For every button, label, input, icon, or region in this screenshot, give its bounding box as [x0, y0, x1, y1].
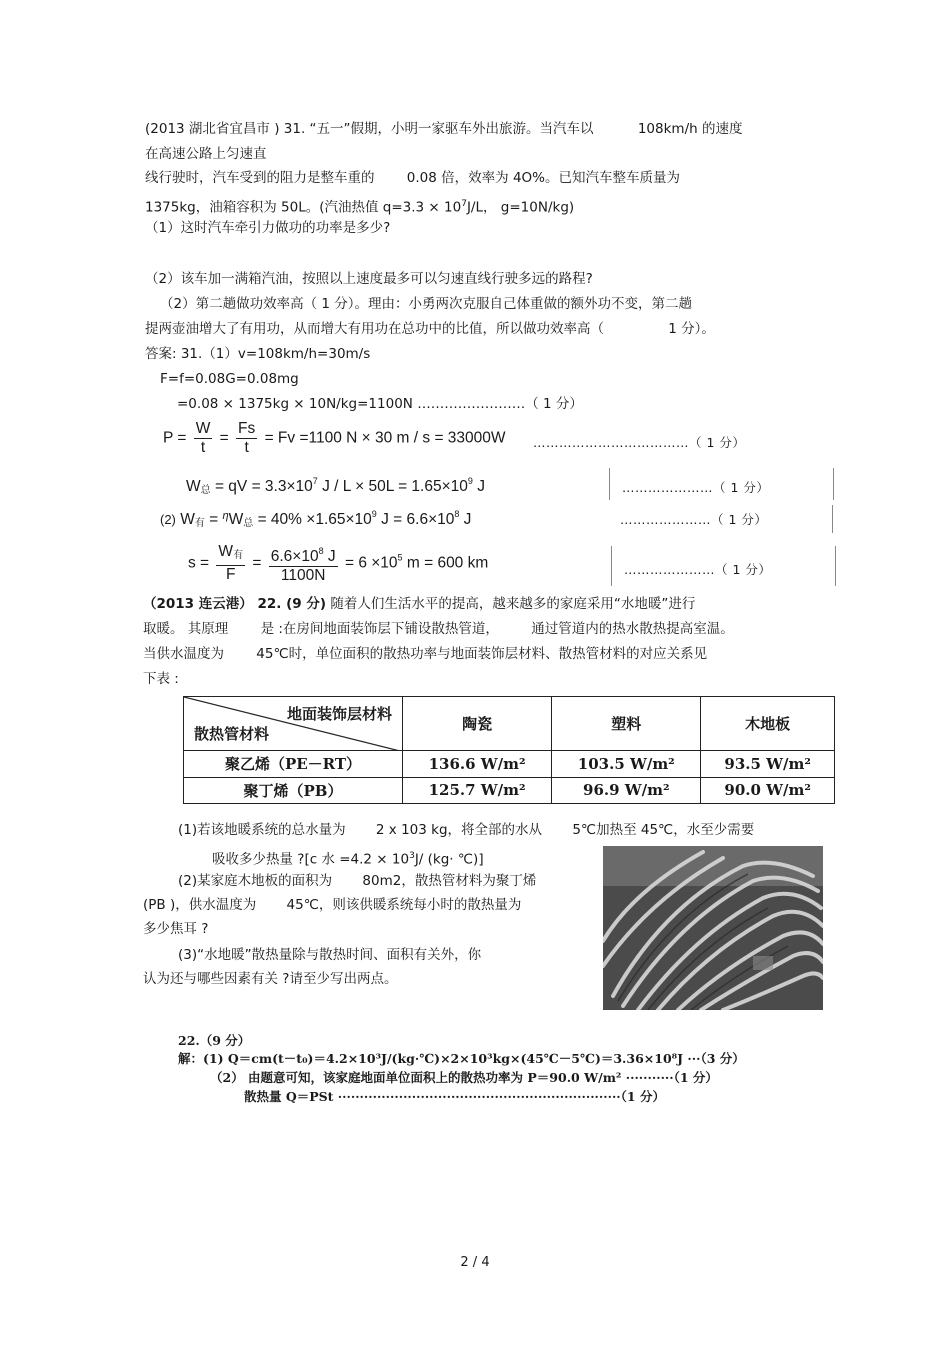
solution-title: 22.（9 分） — [178, 1033, 251, 1048]
q31-formula-f2 — [177, 395, 583, 413]
q22-sub2-b: 80m2，散热管材料为聚丁烯 — [362, 873, 537, 889]
q31-formula-f2-score: ……………………（ 1 分） — [417, 396, 583, 412]
total-work-subscript: 总 — [243, 518, 254, 529]
table-header-row — [184, 697, 835, 751]
divider — [835, 546, 836, 586]
fraction-numerator: W — [195, 420, 211, 437]
useful-work-formula — [160, 509, 471, 529]
work-unit: J — [472, 478, 485, 495]
q22-line2-c: 通过管道内的热水散热提高室温。 — [531, 621, 734, 637]
fraction-fs-over-t — [236, 420, 257, 457]
q22-sub1-f: J/ (kg· ℃)] — [414, 851, 484, 868]
num-subscript: 有 — [233, 550, 244, 561]
total-work-score: …………………（ 1 分） — [622, 480, 770, 495]
q31-extra-2a: 提两壶油增大了有用功，从而增大有用功在总功中的比值，所以做功效率高（ — [145, 321, 604, 337]
q22-sub1-line2 — [212, 847, 484, 869]
table-row — [184, 777, 835, 804]
distance-result: m = 600 km — [402, 554, 489, 572]
distance-score: …………………（ 1 分） — [624, 562, 772, 577]
useful-work-unit: J — [459, 511, 472, 528]
q22-line3 — [143, 645, 707, 663]
useful-exp-1: 9 — [371, 509, 377, 519]
solution-line-1: 解：(1) Q＝cm(t－t₀)＝4.2×10³J/(kg·℃)×2×10³kg×(45℃－5℃)＝3.36×10⁸J ···（3 分） — [178, 1051, 745, 1066]
q31-question-2: （2）该车加一满箱汽油，按照以上速度最多可以匀速直线行驶多远的路程? — [145, 271, 593, 287]
q22-line3-b: 45℃时，单位面积的散热功率与地面装饰层材料、散热管材料的对应关系见 — [256, 646, 708, 662]
divider — [609, 468, 610, 500]
fraction-denominator: t — [244, 439, 249, 456]
table-header: 塑料 — [552, 697, 701, 751]
q22-sub1-exp: 3 — [409, 851, 415, 861]
q22-source: （2013 连云港） 22. (9 分) — [143, 596, 327, 612]
fraction-numerator — [216, 543, 245, 566]
power-result: = Fv =1100 N × 30 m / s = 33000W — [264, 429, 506, 447]
table-header: 陶瓷 — [403, 697, 552, 751]
fraction-values — [269, 542, 338, 585]
q22-sub2-d: 45℃，则该供暖系统每小时的散热量为 — [286, 897, 522, 913]
useful-work-mid: = 40% ×1.65×10 — [257, 511, 372, 528]
q31-intro: “五一”假期，小明一家驱车外出旅游。当汽车以 — [309, 121, 594, 137]
solution-line-3: 散热量 Q＝PSt ·································································（1 分） — [244, 1089, 665, 1104]
useful-exp-2: 8 — [454, 509, 460, 519]
q22-sub2-line1 — [178, 872, 536, 890]
q31-line3-a: 线行驶时，汽车受到的阻力是整车重的 — [145, 170, 375, 186]
num-exp: 8 — [318, 546, 324, 556]
q31-formula-f2-text: =0.08 × 1375kg × 10N/kg=1100N — [177, 396, 413, 412]
q31-line3-b: 0.08 倍，效率为 4O%。已知汽车整车质量为 — [406, 170, 680, 186]
fraction-numerator — [269, 542, 338, 567]
table-row — [184, 751, 835, 778]
q22-intro: 随着人们生活水平的提高，越来越多的家庭采用“水地暖”进行 — [330, 596, 696, 612]
divider — [611, 546, 612, 586]
q22-sub1-b: 2 x 103 kg，将全部的水从 — [375, 822, 543, 838]
equals-sign: = — [209, 511, 223, 528]
divider — [832, 505, 833, 533]
q22-sub2-line3: 多少焦耳 ? — [143, 921, 209, 937]
pipe-pattern — [603, 846, 823, 1010]
q22-sub2-a: (2)某家庭木地板的面积为 — [178, 873, 333, 889]
fraction-numerator: Fs — [238, 420, 256, 437]
num-symbol: W — [218, 543, 234, 560]
q31-source: (2013 湖北省宜昌市 ) 31. — [145, 121, 306, 137]
table-cell: 125.7 W/m² — [403, 777, 552, 804]
power-symbol: P — [163, 429, 174, 447]
q22-line1 — [143, 595, 695, 613]
q31-line4-a: 1375kg，油箱容积为 50L。(汽油热值 q=3.3 × 10 — [145, 199, 462, 216]
fraction-w-over-t — [194, 420, 213, 457]
work-mid-2: J / L × 50L = 1.65×10 — [317, 478, 468, 495]
num-unit: J — [323, 548, 336, 565]
q22-sub1-d: 吸收多少热量 ?[c 水 =4.2 × 10 — [212, 851, 410, 868]
q22-sub2-line2 — [143, 896, 521, 914]
work-symbol: W — [186, 478, 201, 495]
part-label: (2) — [160, 512, 176, 527]
total-work-formula — [186, 476, 485, 496]
q31-speed: 108km/h 的速度 — [637, 121, 743, 137]
q22-line4: 下表 : — [143, 671, 179, 687]
useful-work-symbol: W — [180, 511, 195, 528]
q22-sub1-a: (1)若该地暖系统的总水量为 — [178, 822, 346, 838]
q22-line2-a: 取暖。 其原理 — [143, 621, 229, 637]
diagonal-header-cell — [184, 697, 403, 751]
table-cell: 聚丁烯（PB） — [184, 777, 403, 804]
useful-work-score: …………………（ 1 分） — [620, 512, 768, 527]
fraction-denominator: t — [200, 439, 206, 456]
q31-extra-2b: 1 分）。 — [668, 321, 715, 337]
distance-rhs: = 6 ×10 — [344, 554, 398, 572]
q22-line2 — [143, 620, 734, 638]
distance-exp: 5 — [397, 552, 403, 563]
diag-bottom-label: 散热管材料 — [194, 725, 270, 743]
q31-formula-f1: F=f=0.08G=0.08mg — [160, 371, 299, 387]
q22-sub1-line1 — [178, 821, 754, 839]
floor-heating-pipe-photo — [603, 846, 823, 1010]
table-cell: 103.5 W/m² — [552, 751, 701, 778]
fraction-w-over-f — [216, 543, 245, 584]
q31-question-1: （1）这时汽车牵引力做功的功率是多少? — [145, 220, 391, 236]
distance-formula: s = $\frac{W_有}{F}$ = $\frac{6.6\times 10^8 J}{1100N}$ = $6 \times 10^5$ m = 600 km — [188, 543, 489, 584]
table-cell: 136.6 W/m² — [403, 751, 552, 778]
q22-sub1-c: 5℃加热至 45℃，水至少需要 — [572, 822, 755, 838]
q31-answer: 答案: 31.（1）v=108km/h=30m/s — [145, 346, 371, 362]
q31-extra-1: （2）第二趟做功效率高（ 1 分）。理由：小勇两次克服自己体重做的额外功不变，第二趟 — [160, 296, 693, 312]
q31-line4 — [145, 195, 574, 217]
num-value: 6.6×10 — [270, 548, 319, 565]
work-subscript: 总 — [200, 485, 211, 496]
q22-line3-a: 当供水温度为 — [143, 646, 224, 662]
q22-line2-b: 是 :在房间地面装饰层下铺设散热管道， — [260, 621, 499, 637]
power-score: ………………………………（ 1 分） — [533, 435, 746, 450]
fraction-denominator: 1100N — [280, 567, 326, 584]
heat-dissipation-table — [183, 696, 835, 804]
table-header: 木地板 — [701, 697, 835, 751]
divider — [833, 468, 834, 500]
work-mid: = qV = 3.3×10 — [214, 478, 313, 495]
q22-sub3-line1: (3)“水地暖”散热量除与散热时间、面积有关外，你 — [178, 947, 482, 963]
page-number: 2 / 4 — [460, 1255, 490, 1270]
table-cell: 96.9 W/m² — [552, 777, 701, 804]
work-exp-2: 9 — [467, 476, 473, 486]
efficiency-symbol: η — [222, 510, 229, 522]
power-formula: P = $\frac{W}{t}$ = $\frac{Fs}{t}$ = Fv =1100 N × 30 m / s = 33000W — [163, 420, 506, 456]
q31-line4-b: J/L， g=10N/kg) — [466, 199, 575, 216]
table-cell: 聚乙烯（PE－RT） — [184, 751, 403, 778]
q22-sub3-line2: 认为还与哪些因素有关 ?请至少写出两点。 — [143, 971, 398, 987]
distance-symbol: s — [188, 554, 196, 572]
q31-line3 — [145, 169, 680, 187]
work-exp-1: 7 — [312, 476, 318, 486]
diag-top-label: 地面装饰层材料 — [286, 705, 392, 723]
q22-sub2-c: (PB )，供水温度为 — [143, 897, 257, 913]
fraction-denominator: F — [226, 566, 236, 583]
useful-work-mid-2: J = 6.6×10 — [376, 511, 455, 528]
total-work-symbol: W — [228, 511, 244, 528]
solution-line-2: （2） 由题意可知，该家庭地面单位面积上的散热功率为 P＝90.0 W/m² ···········（1 分） — [210, 1070, 718, 1085]
q31-extra-2 — [145, 320, 715, 338]
q31-line1 — [145, 120, 742, 138]
table-cell: 93.5 W/m² — [701, 751, 835, 778]
q31-line2: 在高速公路上匀速直 — [145, 146, 267, 162]
q31-line4-exp: 7 — [461, 199, 467, 209]
table-cell: 90.0 W/m² — [701, 777, 835, 804]
useful-work-subscript: 有 — [194, 518, 205, 529]
